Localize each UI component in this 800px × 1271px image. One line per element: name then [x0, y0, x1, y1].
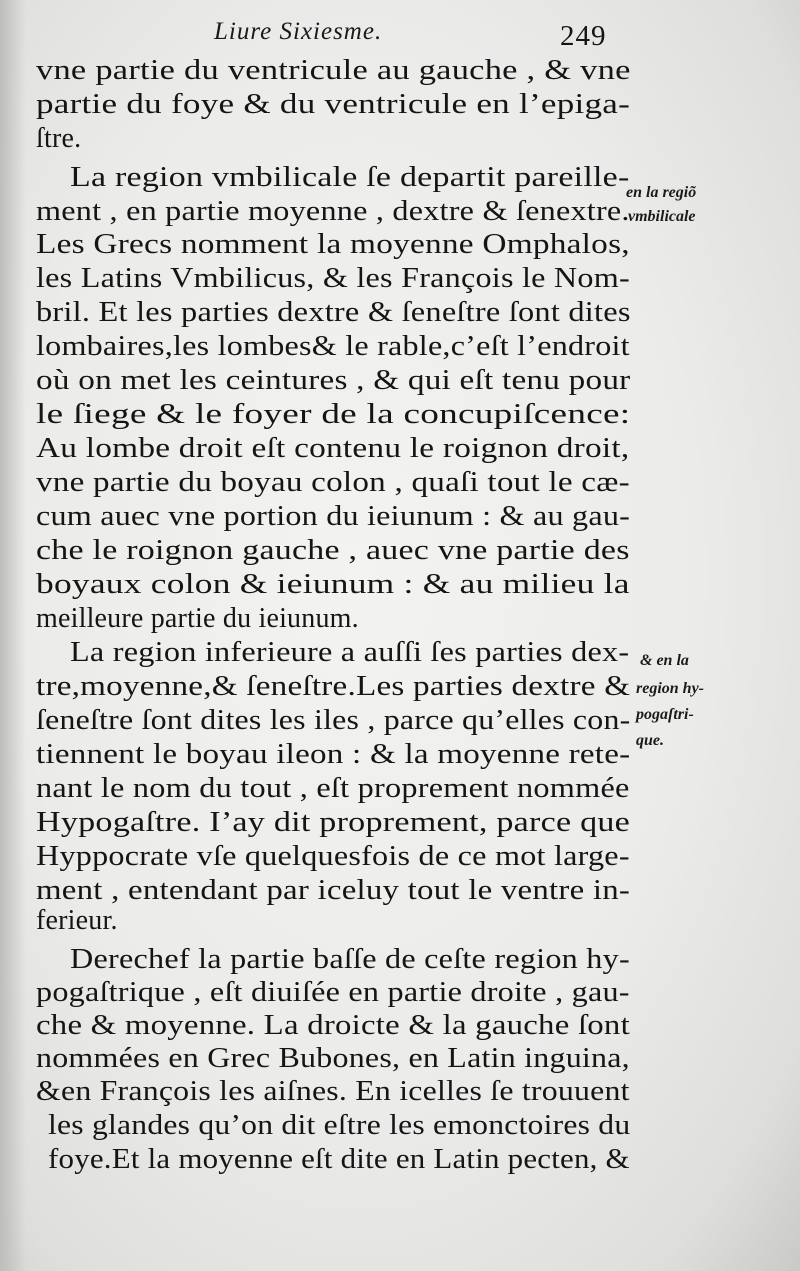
- body-line-16: boyaux colon & ieiunum : & au milieu la: [36, 569, 630, 600]
- body-line-32: les glandes qu’on dit eſtre les emonctoires du: [48, 1110, 631, 1141]
- body-line-1: vne partie du ventricule au gauche , & vne: [36, 55, 631, 86]
- body-line-26: ferieur.: [36, 905, 118, 936]
- body-line-20: ſeneſtre ſont dites les iles , parce qu’elles con-: [36, 705, 631, 736]
- body-line-31: &en François les aiſnes. En icelles ſe trouuent: [36, 1076, 630, 1107]
- body-line-11: le ſiege & le foyer de la concupiſcence:: [36, 399, 631, 430]
- body-line-13: vne partie du boyau colon , quaſi tout le cæ-: [36, 467, 630, 498]
- margin-note-2: vmbilicale: [628, 208, 696, 225]
- body-line-7: les Latins Vmbilicus, & les François le Nom-: [36, 263, 630, 294]
- margin-note-5: pogaſtri-: [636, 706, 694, 723]
- body-line-22: nant le nom du tout , eſt proprement nommée: [36, 773, 630, 804]
- body-line-15: che le roignon gauche , auec vne partie des: [36, 535, 630, 566]
- body-line-29: che & moyenne. La droicte & la gauche ſont: [36, 1010, 630, 1041]
- body-line-23: Hypogaſtre. I’ay dit proprement, parce que: [36, 807, 631, 838]
- margin-note-1: en la regiõ: [626, 184, 697, 201]
- body-line-19: tre,moyenne,& ſeneſtre.Les parties dextre &: [36, 671, 631, 702]
- body-line-33: foye.Et la moyenne eſt dite en Latin pecten, &: [48, 1144, 630, 1175]
- body-line-9: lombaires,les lombes& le rable,c’eſt l’endroit: [36, 331, 630, 362]
- page-number: 249: [560, 20, 607, 52]
- page-gutter-shadow: [0, 0, 26, 1271]
- margin-note-4: region hy-: [636, 680, 704, 697]
- margin-note-6: que.: [636, 732, 664, 749]
- body-line-28: pogaſtrique , eſt diuiſée en partie droite , gau-: [36, 977, 630, 1008]
- body-line-12: Au lombe droit eſt contenu le roignon droit,: [36, 433, 630, 464]
- body-line-17: meilleure partie du ieiunum.: [36, 603, 359, 634]
- body-line-27: Derechef la partie baſſe de ceſte region hy-: [70, 944, 630, 975]
- body-line-14: cum auec vne portion du ieiunum : & au gau-: [36, 501, 631, 532]
- body-line-3: ſtre.: [36, 123, 82, 154]
- body-line-25: ment , entendant par iceluy tout le ventre in-: [36, 875, 631, 906]
- body-line-2: partie du foye & du ventricule en l’epiga-: [36, 89, 631, 120]
- body-line-24: Hyppocrate vſe quelquesfois de ce mot large-: [36, 841, 630, 872]
- body-line-6: Les Grecs nomment la moyenne Omphalos,: [36, 229, 630, 260]
- body-line-4: La region vmbilicale ſe departit pareille-: [70, 162, 630, 193]
- body-line-21: tiennent le boyau ileon : & la moyenne rete-: [36, 739, 631, 770]
- body-line-30: nommées en Grec Bubones, en Latin inguina,: [36, 1043, 630, 1074]
- body-line-18: La region inferieure a auſſi ſes parties dex-: [70, 637, 630, 668]
- margin-note-3: & en la: [640, 652, 689, 669]
- body-line-8: bril. Et les parties dextre & ſeneſtre ſont dites: [36, 297, 631, 328]
- running-title: Liure Sixiesme.: [214, 18, 383, 45]
- body-line-10: où on met les ceintures , & qui eſt tenu pour: [36, 365, 631, 396]
- body-line-5: ment , en partie moyenne , dextre & ſenextre.: [36, 196, 630, 227]
